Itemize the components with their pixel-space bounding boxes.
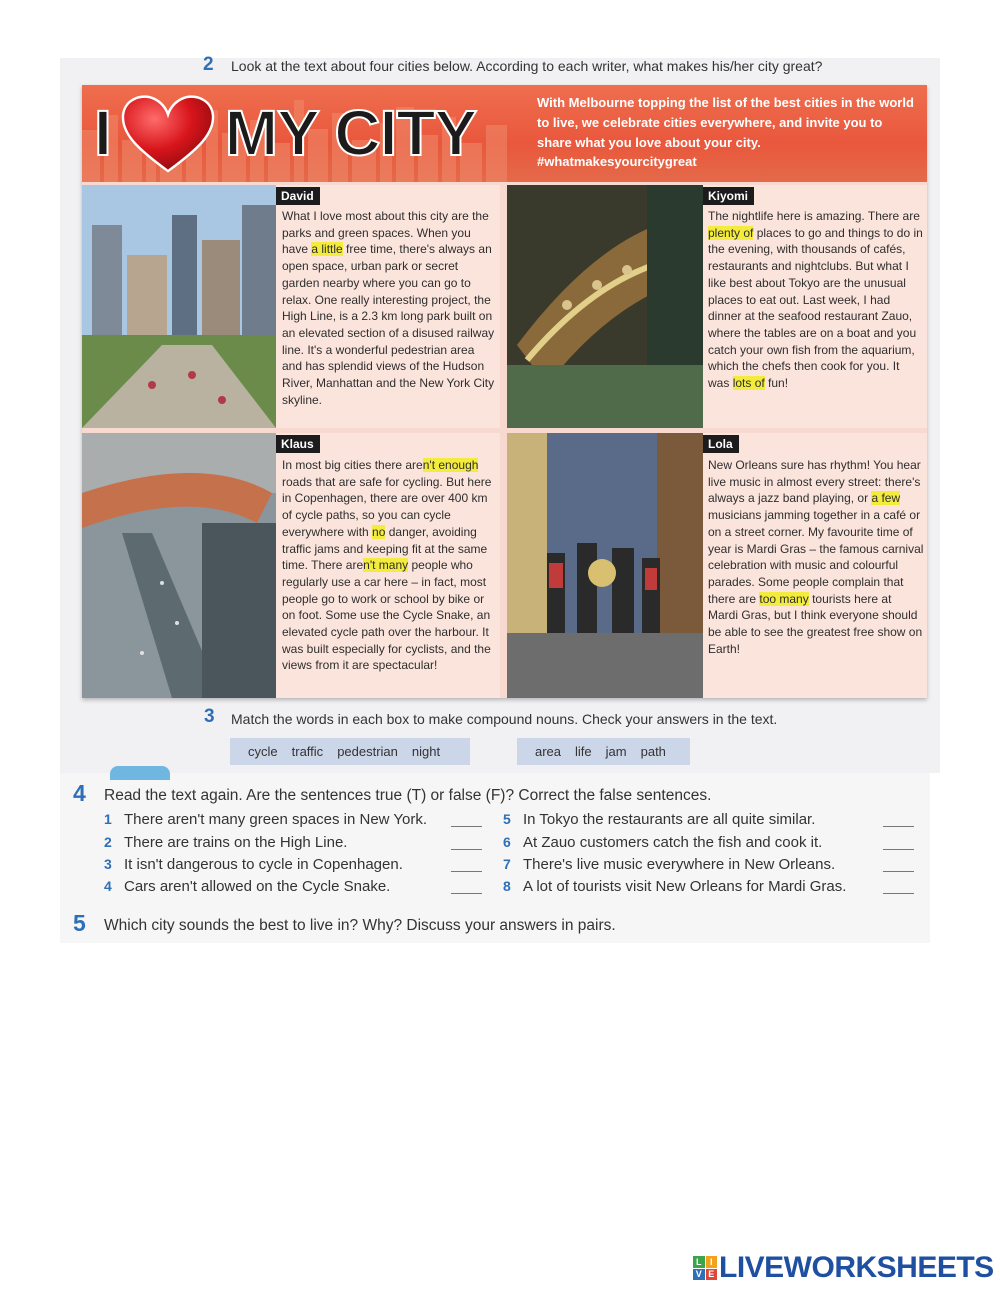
tf-question: 2 There are trains on the High Line. bbox=[104, 834, 348, 851]
liveworksheets-logo[interactable] bbox=[693, 1253, 994, 1283]
david-text: What I love most about this city are the parks and green spaces. When you have a little free time, there's always an open space, urban park or secret garden nearby where you can go to relax. One really interesting project, the High Line, is a 2.3 km long park built on an elevated section of a disused railway line. It's a wonderful pedestrian area and has splendid views of the Hudson River, Manhattan and the New York City skyline. bbox=[282, 209, 495, 407]
zauo-restaurant-photo bbox=[507, 185, 703, 428]
city-card-david bbox=[82, 185, 500, 428]
tf-question: 8 A lot of tourists visit New Orleans for Mardi Gras. bbox=[503, 878, 847, 895]
exercise-instruction: Look at the text about four cities below. According to each writer, what makes his/her city great? bbox=[231, 58, 823, 74]
answer-blank[interactable] bbox=[451, 870, 482, 872]
title-i: I bbox=[94, 97, 111, 169]
tf-question: 6 At Zauo customers catch the fish and cook it. bbox=[503, 834, 823, 851]
mardi-gras-band-photo bbox=[507, 433, 703, 698]
word-box-1 bbox=[230, 738, 470, 765]
logo-text: LIVEWORKSHEETS bbox=[719, 1251, 994, 1284]
lola-text: New Orleans sure has rhythm! You hear live music in almost every street: there's always a jazz band playing, or a few musicians jamming together in a café or on a street corner. My favourite time of year is Mardi Gras – the famous carnival celebration with music and colourful parades. Some people complain that there are too many tourists here at Mardi Gras, but I think everyone should be able to see the greatest free show on Earth! bbox=[708, 458, 924, 656]
word-item[interactable]: path bbox=[640, 744, 666, 759]
word-item[interactable]: pedestrian bbox=[337, 744, 398, 759]
answer-blank[interactable] bbox=[883, 870, 914, 872]
word-item[interactable]: area bbox=[535, 744, 562, 759]
word-item[interactable]: night bbox=[411, 744, 441, 759]
exercise-instruction: Read the text again. Are the sentences true (T) or false (F)? Correct the false sentences. bbox=[104, 787, 712, 804]
city-card-klaus bbox=[82, 433, 500, 698]
banner-intro-text: With Melbourne topping the list of the best cities in the world to live, we celebrate cities everywhere, and invite you to share what you love about your city. #whatmakesyourcitygreat bbox=[537, 95, 914, 170]
word-item[interactable]: life bbox=[575, 744, 592, 759]
klaus-text: In most big cities there aren't enough roads that are safe for cycling. But here in Copenhagen, there are over 400 km of cycle paths, so you can cycle everywhere with no danger, avoiding traffic jams and keeping fit at the same time. There aren't many people who regularly use a car here – in fact, most people go to work or school by bike or on foot. Some use the Cycle Snake, an elevated cycle path over the harbour. It was built especially for cyclists, and the views from it are spectacular! bbox=[282, 458, 492, 673]
answer-blank[interactable] bbox=[451, 848, 482, 850]
word-box-2 bbox=[517, 738, 690, 765]
author-tag: Kiyomi bbox=[703, 187, 754, 205]
high-line-park-photo bbox=[82, 185, 276, 428]
word-item[interactable]: jam bbox=[605, 744, 627, 759]
answer-blank[interactable] bbox=[451, 892, 482, 894]
city-card-kiyomi bbox=[507, 185, 927, 428]
author-tag: Lola bbox=[703, 435, 739, 453]
exercise-instruction: Which city sounds the best to live in? Why? Discuss your answers in pairs. bbox=[104, 917, 616, 934]
author-tag: David bbox=[276, 187, 320, 205]
tf-question: 7 There's live music everywhere in New Orleans. bbox=[503, 856, 836, 873]
answer-blank[interactable] bbox=[883, 892, 914, 894]
exercise-instruction: Match the words in each box to make compound nouns. Check your answers in the text. bbox=[231, 711, 778, 727]
word-item[interactable]: traffic bbox=[291, 744, 324, 759]
logo-mark-icon: L I V E bbox=[693, 1256, 717, 1280]
title-banner bbox=[82, 85, 927, 182]
tf-question: 4 Cars aren't allowed on the Cycle Snake. bbox=[104, 878, 391, 895]
tf-question: 5 In Tokyo the restaurants are all quite similar. bbox=[503, 811, 816, 828]
title-my-city: MY CITY bbox=[224, 97, 477, 169]
word-item[interactable]: cycle bbox=[248, 744, 278, 759]
kiyomi-text: The nightlife here is amazing. There are plenty of places to go and things to do in the evening, with thousands of cafés, restaurants and nightclubs. But what I like best about Tokyo are the unusual places to eat out. Last week, I had dinner at the seafood restaurant Zauo, where the tables are on a boat and you catch your own fish from the aquarium, which the chefs then cook for you. It was lots of fun! bbox=[708, 209, 923, 391]
answer-blank[interactable] bbox=[883, 825, 914, 827]
heart-icon bbox=[119, 93, 217, 173]
exercise-number: 5 bbox=[73, 910, 86, 936]
tf-question: 1 There aren't many green spaces in New York. bbox=[104, 811, 428, 828]
city-card-lola bbox=[507, 433, 927, 698]
exercise-number: 4 bbox=[73, 780, 86, 806]
tf-question: 3 It isn't dangerous to cycle in Copenhagen. bbox=[104, 856, 403, 873]
answer-blank[interactable] bbox=[451, 825, 482, 827]
exercise-number: 2 bbox=[203, 54, 214, 75]
cycle-snake-photo bbox=[82, 433, 276, 698]
author-tag: Klaus bbox=[276, 435, 320, 453]
decorative-tab bbox=[110, 766, 170, 780]
title-lockup bbox=[94, 93, 476, 173]
answer-blank[interactable] bbox=[883, 848, 914, 850]
exercise-number: 3 bbox=[204, 706, 215, 727]
magazine-spread bbox=[82, 85, 927, 698]
